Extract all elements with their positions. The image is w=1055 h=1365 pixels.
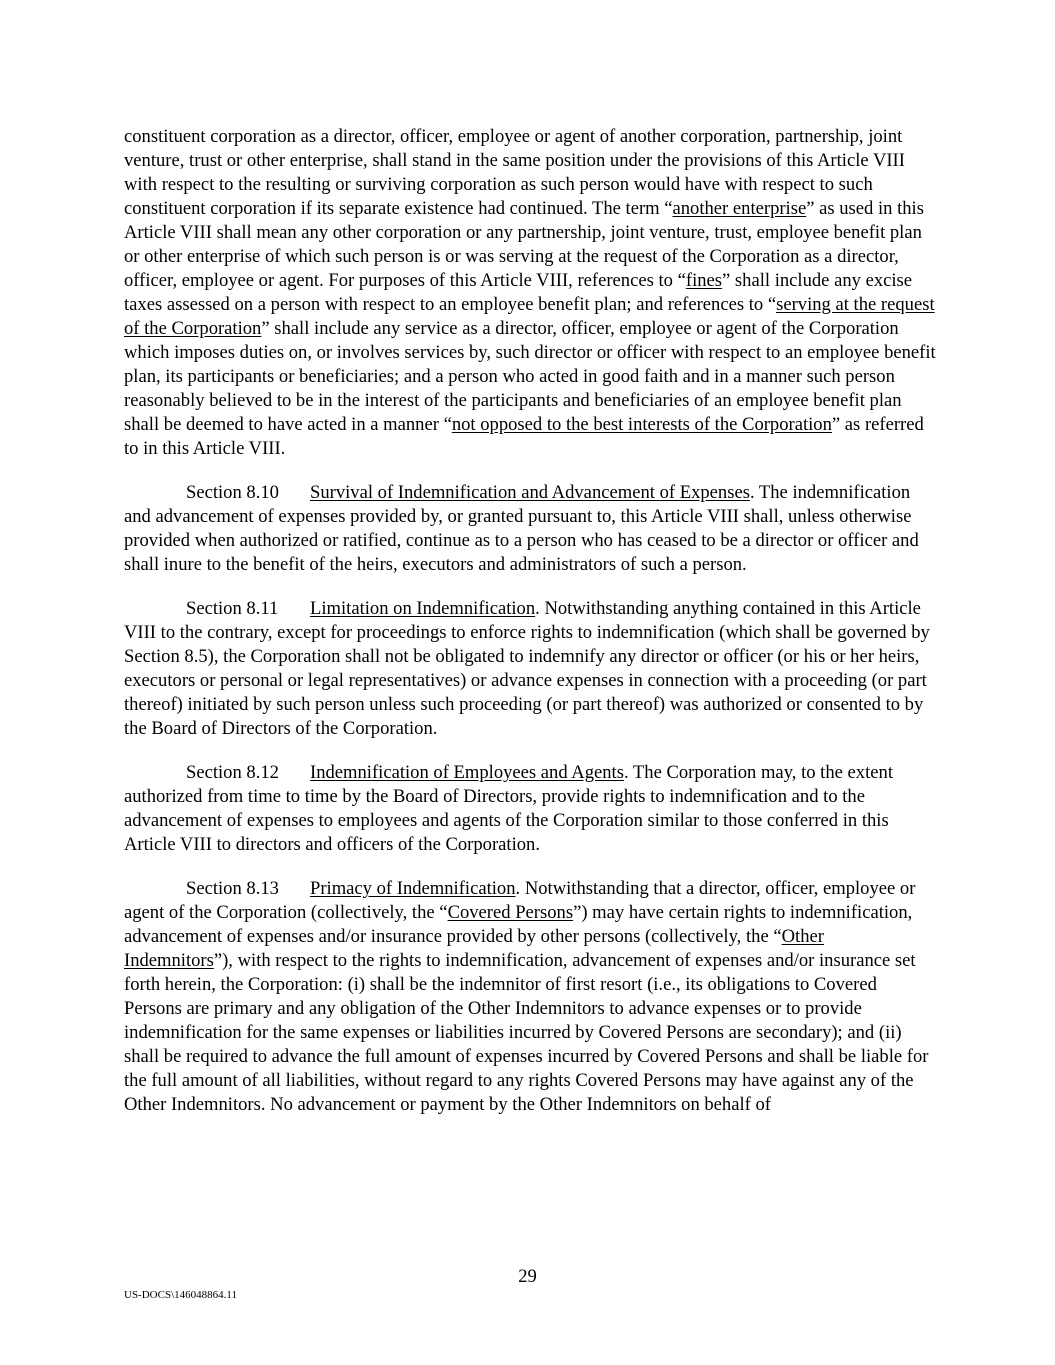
text-run: ” shall include any excise taxes assessed on a person with respect to an employee benefit plan; and references to “ bbox=[124, 270, 913, 315]
text-run: ” as referred to in this Article VIII. bbox=[124, 414, 924, 459]
defined-term-covered-persons: Covered Persons bbox=[447, 902, 574, 923]
page-number: 29 bbox=[518, 1266, 537, 1287]
section-text: . The Corporation may, to the extent authorized from time to time by the Board of Directors, provide rights to indemnification and to the advancement of expenses to employees and agents of the Corporation similar to those conferred in this Article VIII to directors and officers of the Corporation. bbox=[124, 762, 893, 855]
section-8-13 bbox=[124, 877, 936, 1117]
section-8-12 bbox=[124, 761, 936, 857]
section-8-10 bbox=[124, 481, 936, 577]
section-heading: Primacy of Indemnification bbox=[310, 878, 516, 899]
text-run: constituent corporation as a director, officer, employee or agent of another corporation, partnership, joint venture, trust or other enterprise, shall stand in the same position under the provisions of this Article VIII with respect to the resulting or surviving corporation as such person would have with respect to such constituent corporation if its separate existence had continued. The term “ bbox=[124, 126, 905, 219]
section-text: . The indemnification and advancement of expenses provided by, or granted pursuant to, this Article VIII shall, unless otherwise provided when authorized or ratified, continue as to a person who has ceased to be a director or officer and shall inure to the benefit of the heirs, executors and administrators of such a person. bbox=[124, 482, 919, 575]
section-text: . Notwithstanding anything contained in this Article VIII to the contrary, except for proceedings to enforce rights to indemnification (which shall be governed by Section 8.5), the Corporation shall not be obligated to indemnify any director or officer (or his or her heirs, executors or personal or legal representatives) or advance expenses in connection with a proceeding (or part thereof) initiated by such person unless such proceeding (or part thereof) was authorized or consented to by the Board of Directors of the Corporation. bbox=[124, 598, 930, 739]
paragraph-continuation bbox=[124, 125, 936, 461]
text-run: ” shall include any service as a director, officer, employee or agent of the Corporation which imposes duties on, or involves services by, such director or officer with respect to an employee benefit plan, its participants or beneficiaries; and a person who acted in good faith and in a manner such person reasonably believed to be in the interest of the participants and beneficiaries of an employee benefit plan shall be deemed to have acted in a manner “ bbox=[124, 318, 936, 435]
section-heading: Survival of Indemnification and Advancement of Expenses bbox=[310, 482, 750, 503]
section-number: Section 8.13 bbox=[186, 878, 279, 899]
text-run: . Notwithstanding that a director, officer, employee or agent of the Corporation (collectively, the “ bbox=[124, 878, 916, 923]
text-run: ” as used in this Article VIII shall mean any other corporation or any partnership, joint venture, trust, employee benefit plan or other enterprise of which such person is or was serving at the request of the Corporation as a director, officer, employee or agent. For purposes of this Article VIII, references to “ bbox=[124, 198, 924, 291]
section-8-11 bbox=[124, 597, 936, 741]
section-number: Section 8.12 bbox=[186, 762, 279, 783]
section-heading: Limitation on Indemnification bbox=[310, 598, 536, 619]
section-number: Section 8.11 bbox=[186, 598, 279, 619]
defined-term-fines: fines bbox=[685, 270, 723, 291]
section-number: Section 8.10 bbox=[186, 482, 279, 503]
defined-term-another-enterprise: another enterprise bbox=[672, 198, 807, 219]
defined-term-serving-at-request: serving at the request of the Corporation bbox=[124, 294, 935, 339]
text-run: ”) may have certain rights to indemnification, advancement of expenses and/or insurance provided by other persons (collectively, the “ bbox=[124, 902, 913, 947]
defined-term-other-indemnitors: Other Indemnitors bbox=[124, 926, 824, 971]
document-id: US-DOCS\146048864.11 bbox=[124, 1289, 237, 1301]
document-body bbox=[124, 125, 936, 1137]
text-run: ”), with respect to the rights to indemnification, advancement of expenses and/or insurance set forth herein, the Corporation: (i) shall be the indemnitor of first resort (i.e., its obligations to Covered Persons are primary and any obligation of the Other Indemnitors to advance expenses or to provide indemnification for the same expenses or liabilities incurred by Covered Persons are secondary); and (ii) shall be required to advance the full amount of expenses incurred by Covered Persons and shall be liable for the full amount of all liabilities, without regard to any rights Covered Persons may have against any of the Other Indemnitors. No advancement or payment by the Other Indemnitors on behalf of bbox=[124, 950, 929, 1115]
defined-term-not-opposed: not opposed to the best interests of the Corporation bbox=[451, 414, 832, 435]
section-heading: Indemnification of Employees and Agents bbox=[310, 762, 624, 783]
